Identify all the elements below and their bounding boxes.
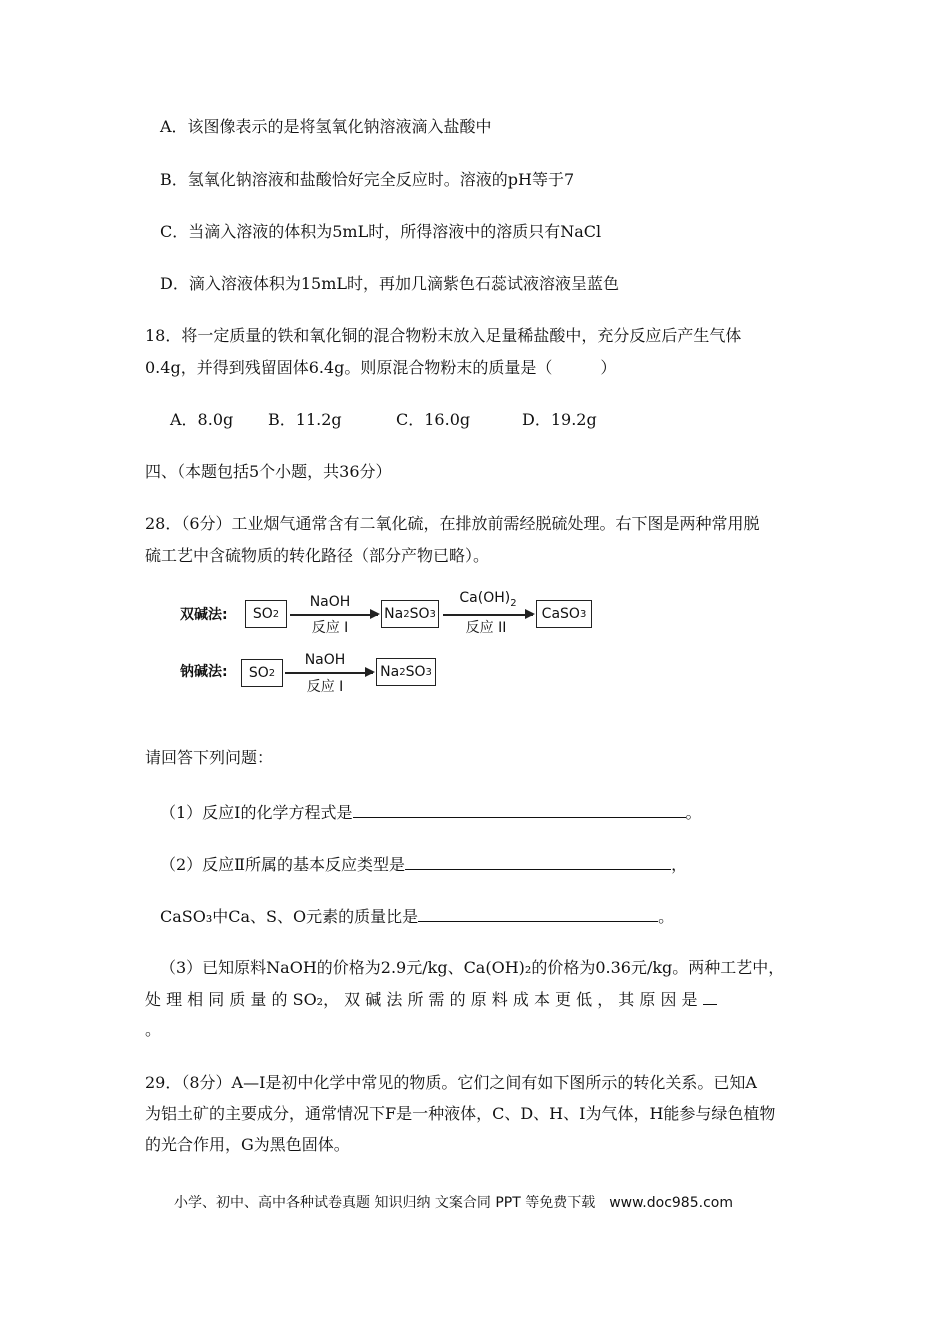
q18-line-2: 0.4g，并得到残留固体6.4g。则原混合物粉末的质量是（ ） <box>145 358 617 377</box>
answer-blank-4[interactable] <box>703 989 717 1005</box>
arrow-3 <box>285 672 373 674</box>
q18-option-c: C．16.0g <box>396 410 471 429</box>
q17-option-a: A．该图像表示的是将氢氧化钠溶液滴入盐酸中 <box>160 117 492 136</box>
arrow-1 <box>290 614 378 616</box>
q29-line-2: 为铝土矿的主要成分，通常情况下F是一种液体，C、D、H、I为气体，H能参与绿色植物 <box>145 1104 776 1123</box>
q28-part-2b: CaSO₃中Ca、S、O元素的质量比是 。 <box>160 907 675 926</box>
caso3-box: CaSO 3 <box>536 600 592 628</box>
q28-part-3-line-1: （3）已知原料NaOH的价格为2.9元/kg、Ca(OH)₂的价格为0.36元/kg。两种工艺中， <box>160 958 785 977</box>
reaction-1-label-2: 反应 I <box>306 679 344 695</box>
q18-options <box>170 410 597 430</box>
q28-line-1: 28．（6分）工业烟气通常含有二氧化硫，在排放前需经脱硫处理。右下图是两种常用脱 <box>145 514 760 533</box>
q28-part-2: （2）反应Ⅱ所属的基本反应类型是 ， <box>160 855 688 874</box>
q28-part-3-line-2: 处 理 相 同 质 量 的 SO₂， 双 碱 法 所 需 的 原 料 成 本 更 低 ， 其 原 因 是 <box>145 989 717 1010</box>
q17-option-d: D．滴入溶液体积为15mL时，再加几滴紫色石蕊试液溶液呈蓝色 <box>160 274 619 293</box>
naoh-reagent-2: NaOH <box>304 652 346 668</box>
reaction-1-label: 反应 I <box>311 620 349 636</box>
q17-option-c: C．当滴入溶液的体积为5mL时，所得溶液中的溶质只有NaCl <box>160 222 602 241</box>
arrow-2 <box>443 614 533 616</box>
q29-line-3: 的光合作用，G为黑色固体。 <box>145 1135 350 1154</box>
q28-part-1: （1）反应Ⅰ的化学方程式是 。 <box>160 803 702 822</box>
so2-box-1: SO 2 <box>245 600 287 628</box>
page-footer: 小学、初中、高中各种试卷真题 知识归纳 文案合同 PPT 等免费下载 www.doc985.com <box>174 1195 733 1211</box>
naoh-reagent-1: NaOH <box>309 594 351 610</box>
na2so3-box-1: Na 2 SO 3 <box>381 600 439 628</box>
q18-option-b: B．11.2g <box>268 410 342 429</box>
q17-option-b: B．氢氧化钠溶液和盐酸恰好完全反应时。溶液的pH等于7 <box>160 170 575 189</box>
answer-blank-2[interactable] <box>405 854 671 870</box>
caoh2-reagent: $Ca(OH)_2$ <box>459 590 517 609</box>
q28-part-3-line-3: 。 <box>145 1020 162 1039</box>
q29-line-1: 29．（8分）A—I是初中化学中常见的物质。它们之间有如下图所示的转化关系。已知A <box>145 1073 757 1092</box>
q18-option-a: A．8.0g <box>170 410 234 429</box>
q28-prompt: 请回答下列问题： <box>145 748 274 767</box>
so2-box-2: SO 2 <box>241 659 283 687</box>
q28-line-2: 硫工艺中含硫物质的转化路径（部分产物已略）。 <box>145 546 490 565</box>
reaction-2-label: 反应 II <box>465 620 507 636</box>
section-heading: 四、（本题包括5个小题，共36分） <box>145 462 392 481</box>
answer-blank-1[interactable] <box>353 802 686 818</box>
na2so3-box-2: Na 2 SO 3 <box>376 658 436 686</box>
q18-line-1: 18．将一定质量的铁和氧化铜的混合物粉末放入足量稀盐酸中，充分反应后产生气体 <box>145 326 742 345</box>
double-alkali-label: 双碱法: <box>180 607 228 623</box>
answer-blank-3[interactable] <box>418 906 658 922</box>
sodium-alkali-label: 钠碱法: <box>180 664 228 680</box>
q18-option-d: D．19.2g <box>522 410 597 429</box>
